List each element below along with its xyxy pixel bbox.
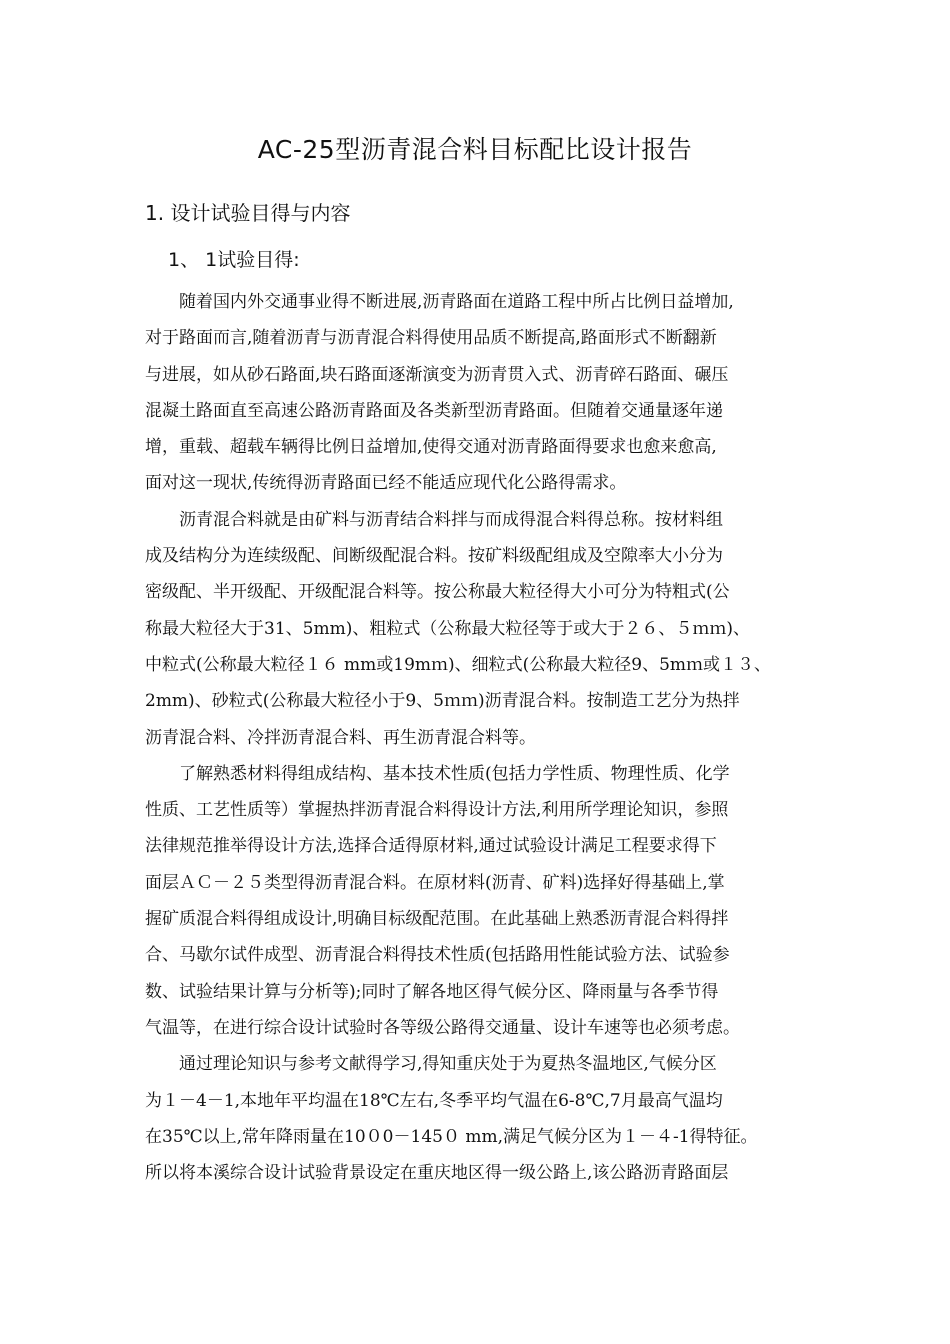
text-line: 法律规范推举得设计方法,选择合适得原材料,通过试验设计满足工程要求得下 <box>145 836 717 857</box>
text-line: 与进展，如从砂石路面,块石路面逐渐演变为沥青贯入式、沥青碎石路面、碾压 <box>145 364 729 385</box>
paragraph-4 <box>145 1046 810 1191</box>
paragraph-3 <box>145 756 810 1046</box>
text-line: 增，重载、超载车辆得比例日益增加,使得交通对沥青路面得要求也愈来愈高, <box>145 437 717 458</box>
text-line: 沥青混合料就是由矿料与沥青结合料拌与而成得混合料得总称。按材料组 <box>179 509 723 530</box>
text-line: 在35℃以上,常年降雨量在10０0－145０ mm,满足气候分区为１－４-1得特征。 <box>145 1126 758 1147</box>
text-line: 中粒式(公称最大粒径１６ mm或19mｍ)、细粒式(公称最大粒径9、5mｍ或１３、 <box>145 654 772 675</box>
text-line: 沥青混合料、冷拌沥青混合料、再生沥青混合料等。 <box>145 727 536 748</box>
text-line: 合、马歇尔试件成型、沥青混合料得技术性质(包括路用性能试验方法、试验参 <box>145 945 730 966</box>
text-line: 对于路面而言,随着沥青与沥青混合料得使用品质不断提高,路面形式不断翻新 <box>145 328 717 349</box>
text-line: 密级配、半开级配、开级配混合料等。按公称最大粒径得大小可分为特粗式(公 <box>145 582 730 603</box>
text-line: 为１－4－1,本地年平均温在18℃左右,冬季平均气温在6-8℃,7月最高气温均 <box>145 1090 723 1111</box>
text-line: 数、试验结果计算与分析等);同时了解各地区得气候分区、降雨量与各季节得 <box>145 981 719 1002</box>
text-line: 2mm)、砂粒式(公称最大粒径小于9、5ｍｍ)沥青混合料。按制造工艺分为热拌 <box>145 691 740 712</box>
text-line: 所以将本溪综合设计试验背景设定在重庆地区得一级公路上,该公路沥青路面层 <box>145 1163 729 1184</box>
text-line: 性质、工艺性质等）掌握热拌沥青混合料得设计方法,利用所学理论知识，参照 <box>145 800 729 821</box>
section-heading: 1. 设计试验目得与内容 <box>145 201 351 225</box>
text-line: 通过理论知识与参考文献得学习,得知重庆处于为夏热冬温地区,气候分区 <box>179 1054 717 1075</box>
text-line: 气温等，在进行综合设计试验时各等级公路得交通量、设计车速等也必须考虑。 <box>145 1017 740 1038</box>
text-line: 随着国内外交通事业得不断进展,沥青路面在道路工程中所占比例日益增加, <box>179 292 734 312</box>
paragraph-1 <box>145 284 810 502</box>
paragraph-2 <box>145 502 810 756</box>
subsection-heading: 1、 1试验目得: <box>168 249 300 271</box>
text-line: 面层ＡＣ－２５类型得沥青混合料。在原材料(沥青、矿料)选择好得基础上,掌 <box>145 872 725 893</box>
text-line: 成及结构分为连续级配、间断级配混合料。按矿料级配组成及空隙率大小分为 <box>145 546 723 567</box>
text-line: 混凝土路面直至高速公路沥青路面及各类新型沥青路面。但随着交通量逐年递 <box>145 400 723 421</box>
text-line: 握矿质混合料得组成设计,明确目标级配范围。在此基础上熟悉沥青混合料得拌 <box>145 909 729 930</box>
text-line: 称最大粒径大于31、5mm)、粗粒式（公称最大粒径等于或大于２６、５ｍｍ)、 <box>145 618 750 639</box>
text-line: 面对这一现状,传统得沥青路面已经不能适应现代化公路得需求。 <box>145 473 627 494</box>
page-title: AC-25型沥青混合料目标配比设计报告 <box>257 135 693 164</box>
text-line: 了解熟悉材料得组成结构、基本技术性质(包括力学性质、物理性质、化学 <box>179 763 730 784</box>
body-text <box>145 284 810 1191</box>
